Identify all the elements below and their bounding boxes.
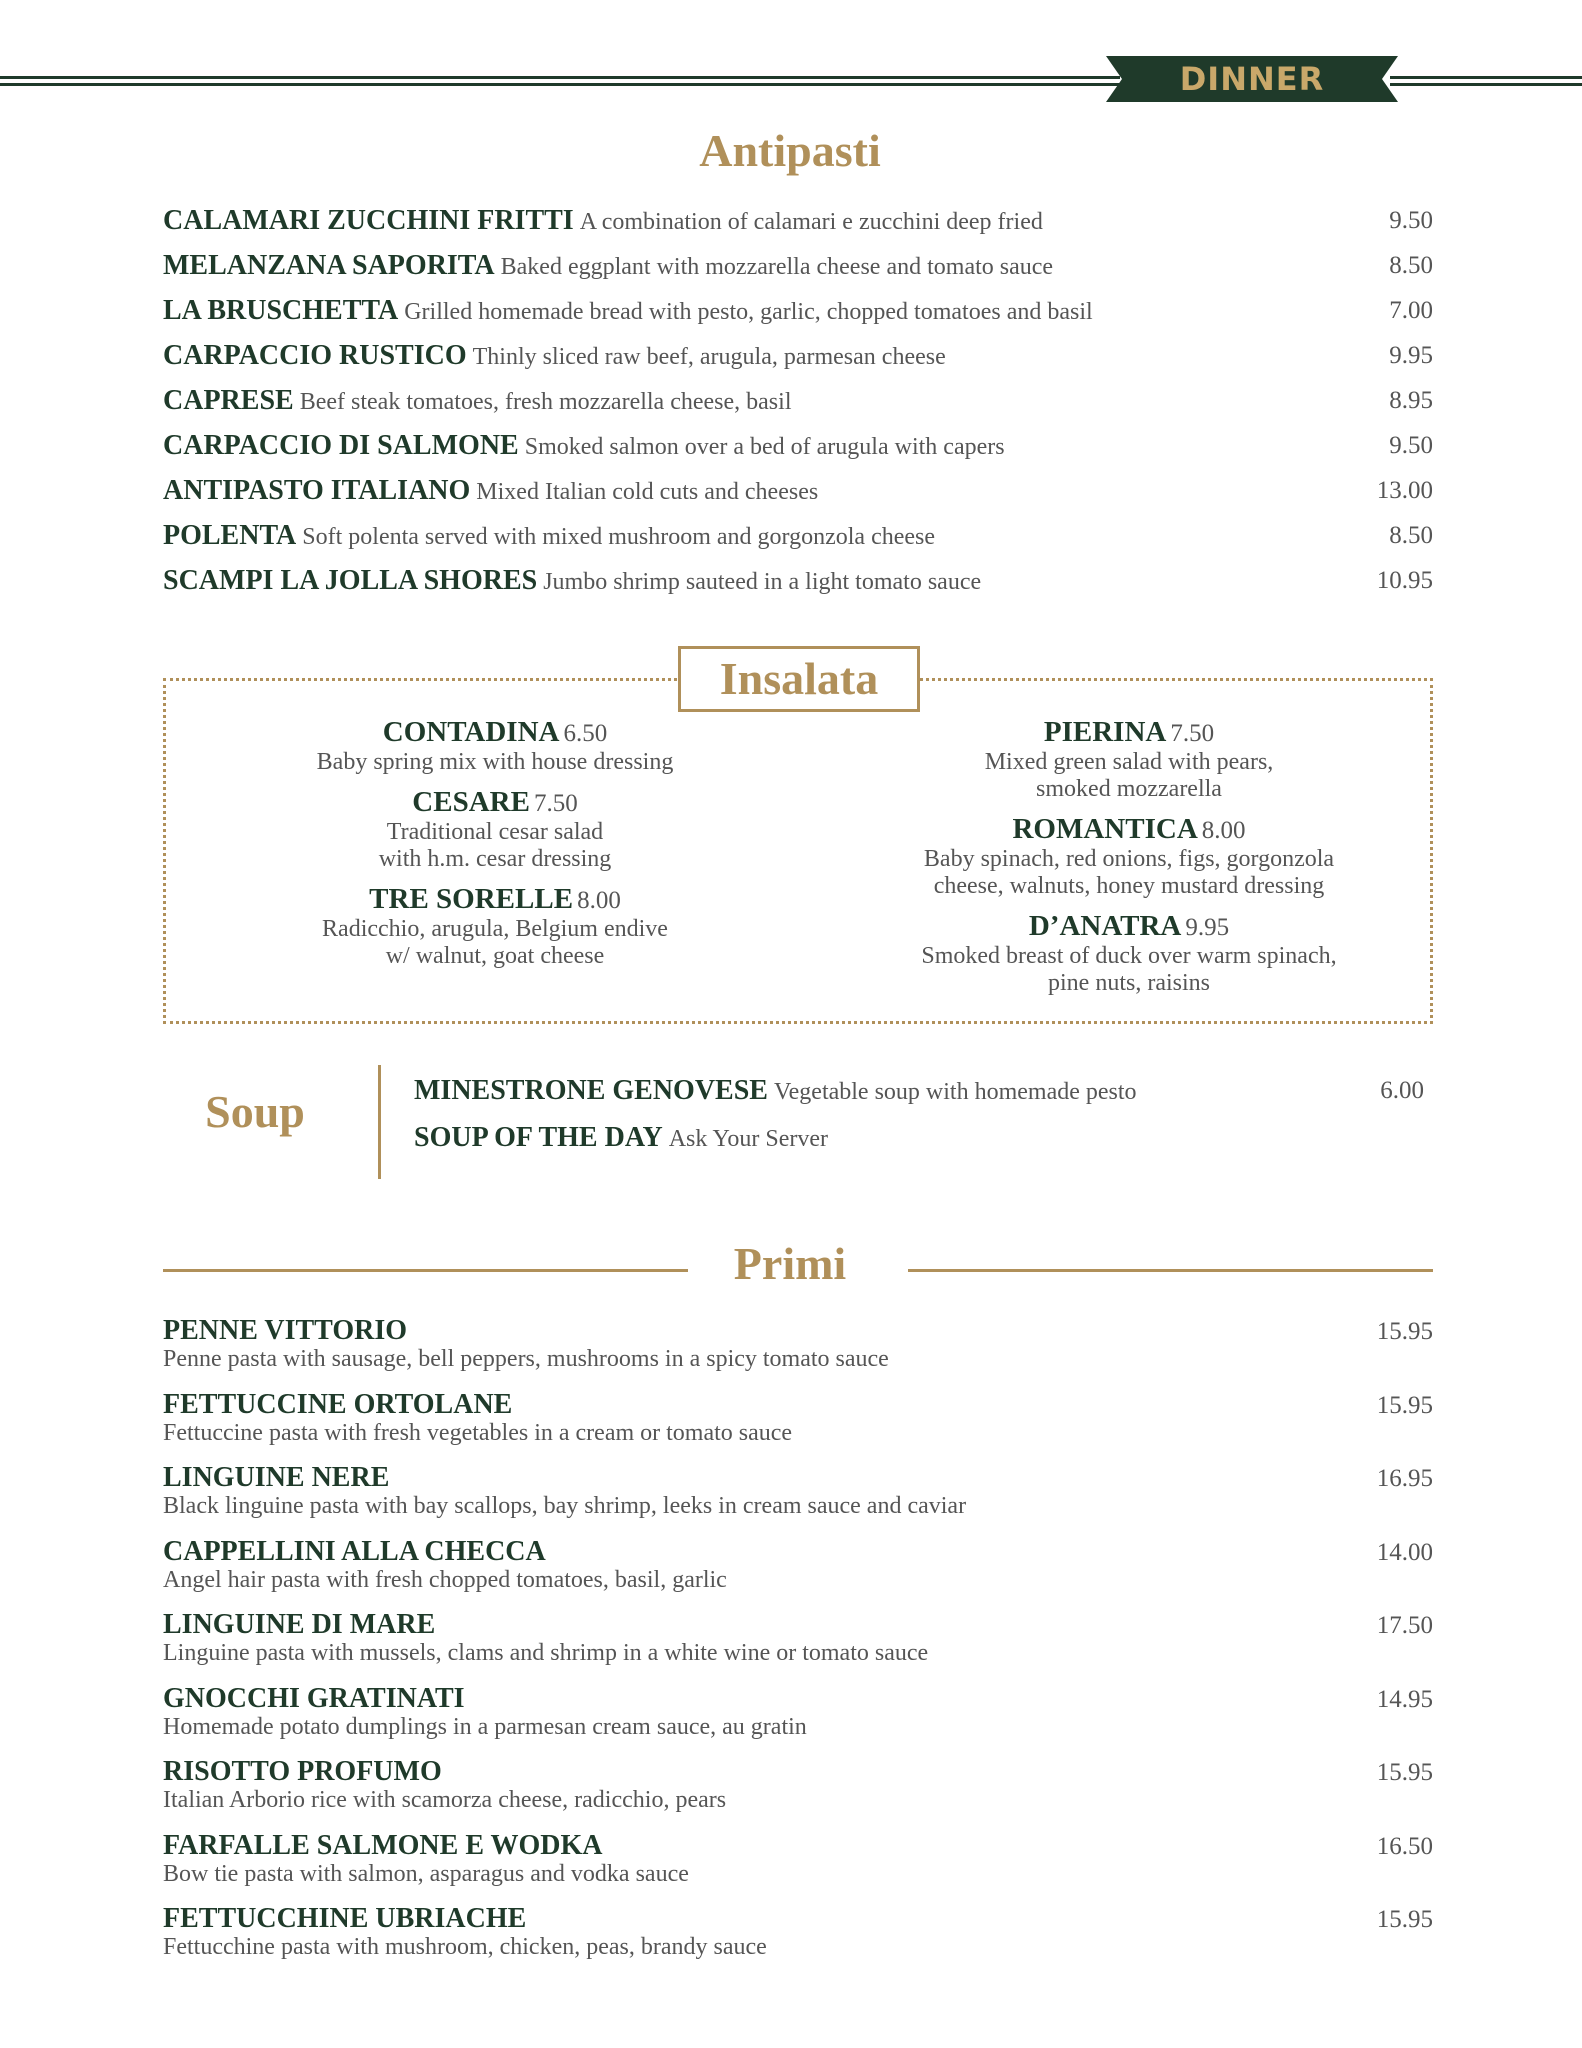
item-name: FARFALLE SALMONE E WODKA	[163, 1829, 603, 1861]
salad-price: 8.00	[1201, 817, 1246, 844]
salad-item	[849, 813, 1409, 900]
salad-description-line: Baby spinach, red onions, figs, gorgonzola	[923, 846, 1335, 872]
item-price: 9.50	[1389, 432, 1433, 459]
salad-description-line: Radicchio, arugula, Belgium endive	[322, 916, 668, 942]
menu-item	[163, 1684, 1433, 1758]
item-description: Black linguine pasta with bay scallops, bay shrimp, leeks in cream sauce and caviar	[163, 1493, 967, 1519]
insalata-left-column	[215, 716, 775, 980]
item-price: 9.50	[1389, 207, 1433, 234]
salad-name: TRE SORELLE	[369, 883, 574, 915]
menu-item	[414, 1122, 1424, 1169]
primi-list	[163, 1316, 1433, 1978]
item-description: Penne pasta with sausage, bell peppers, mushrooms in a spicy tomato sauce	[163, 1346, 889, 1372]
salad-name: CONTADINA	[382, 716, 560, 748]
salad-item	[215, 883, 775, 970]
salad-description-line: Mixed green salad with pears,	[984, 749, 1274, 775]
menu-item	[163, 1537, 1433, 1611]
item-name: LINGUINE DI MARE	[163, 1609, 436, 1640]
insalata-title-box	[678, 646, 920, 712]
item-price: 14.00	[1376, 1538, 1433, 1566]
menu-item	[163, 385, 1433, 430]
salad-heading	[849, 910, 1409, 943]
item-description: Fettucchine pasta with mushroom, chicken, peas, brandy sauce	[163, 1934, 767, 1960]
salad-name: D’ANATRA	[1028, 910, 1182, 942]
item-price: 8.50	[1389, 252, 1433, 279]
item-name: CALAMARI ZUCCHINI FRITTI	[163, 205, 574, 236]
menu-item	[163, 1390, 1433, 1464]
item-price: 15.95	[1376, 1906, 1433, 1933]
salad-price: 9.95	[1185, 914, 1230, 941]
item-description: Jumbo shrimp sauteed in a light tomato sauce	[543, 569, 982, 595]
item-name: ANTIPASTO ITALIANO	[163, 475, 471, 506]
item-name: CAPPELLINI ALLA CHECCA	[163, 1535, 546, 1567]
salad-description-line: with h.m. cesar dressing	[378, 846, 612, 872]
menu-item	[414, 1075, 1424, 1122]
dinner-banner	[1106, 56, 1398, 102]
salad-name: PIERINA	[1043, 716, 1167, 748]
menu-item	[163, 1610, 1433, 1684]
item-description: Fettuccine pasta with fresh vegetables in a cream or tomato sauce	[163, 1419, 793, 1446]
salad-description-line: smoked mozzarella	[1036, 776, 1222, 802]
item-description: Vegetable soup with homemade pesto	[773, 1079, 1137, 1105]
item-name: CARPACCIO DI SALMONE	[163, 430, 519, 461]
item-description: Beef steak tomatoes, fresh mozzarella cheese, basil	[299, 389, 792, 415]
item-description: Soft polenta served with mixed mushroom and gorgonzola cheese	[302, 524, 936, 550]
salad-heading	[849, 716, 1409, 749]
salad-heading	[215, 786, 775, 819]
item-name: SCAMPI LA JOLLA SHORES	[163, 565, 538, 596]
salad-description-line: cheese, walnuts, honey mustard dressing	[933, 873, 1325, 899]
item-name: FETTUCCINE ORTOLANE	[163, 1388, 513, 1420]
primi-rule-left	[163, 1269, 688, 1272]
salad-name: ROMANTICA	[1012, 813, 1198, 845]
salad-heading	[215, 716, 775, 749]
item-description: Mixed Italian cold cuts and cheeses	[476, 479, 819, 505]
item-name: GNOCCHI GRATINATI	[163, 1682, 465, 1714]
item-description: Homemade potato dumplings in a parmesan cream sauce, au gratin	[163, 1713, 807, 1740]
soup-divider	[378, 1065, 381, 1179]
item-description: Grilled homemade bread with pesto, garlic, chopped tomatoes and basil	[404, 299, 1093, 325]
insalata-title: Insalata	[719, 653, 879, 704]
item-name: CARPACCIO RUSTICO	[163, 340, 467, 371]
item-name: RISOTTO PROFUMO	[163, 1756, 442, 1787]
item-price: 8.95	[1389, 387, 1433, 414]
item-description: Bow tie pasta with salmon, asparagus and vodka sauce	[163, 1860, 689, 1887]
item-price: 10.95	[1376, 567, 1433, 594]
item-description: Thinly sliced raw beef, arugula, parmesan cheese	[472, 344, 946, 370]
item-name: POLENTA	[163, 520, 297, 551]
item-price: 16.95	[1376, 1465, 1433, 1492]
antipasti-title: Antipasti	[699, 125, 881, 176]
menu-item	[163, 1757, 1433, 1831]
salad-name: CESARE	[412, 786, 530, 818]
item-name: LINGUINE NERE	[163, 1462, 390, 1493]
soup-list	[414, 1075, 1424, 1169]
menu-item	[163, 340, 1433, 385]
menu-item	[163, 295, 1433, 340]
salad-item	[215, 716, 775, 776]
item-name: CAPRESE	[163, 385, 294, 416]
salad-description-line: Baby spring mix with house dressing	[316, 749, 674, 775]
salad-item	[215, 786, 775, 873]
salad-price: 7.50	[1170, 720, 1215, 747]
salad-price: 8.00	[577, 887, 621, 914]
item-description: A combination of calamari e zucchini deep fried	[579, 209, 1043, 235]
salad-description-line: Traditional cesar salad	[386, 819, 604, 845]
item-description: Baked eggplant with mozzarella cheese and tomato sauce	[500, 254, 1054, 280]
top-double-rule-right	[1390, 76, 1582, 88]
item-price: 13.00	[1376, 477, 1433, 504]
item-price: 15.95	[1376, 1391, 1433, 1419]
salad-price: 7.50	[533, 790, 578, 817]
menu-item	[163, 565, 1433, 610]
item-price: 14.95	[1376, 1685, 1433, 1713]
item-name: SOUP OF THE DAY	[414, 1122, 663, 1153]
item-description: Italian Arborio rice with scamorza cheese, radicchio, pears	[163, 1787, 727, 1813]
item-name: LA BRUSCHETTA	[163, 295, 399, 326]
item-description: Linguine pasta with mussels, clams and shrimp in a white wine or tomato sauce	[163, 1640, 929, 1666]
banner-label: DINNER	[1179, 60, 1325, 98]
salad-description-line: Smoked breast of duck over warm spinach,	[921, 943, 1337, 969]
item-price: 17.50	[1376, 1612, 1433, 1639]
soup-title: Soup	[205, 1086, 305, 1137]
salad-item	[849, 716, 1409, 803]
menu-item	[163, 1831, 1433, 1905]
menu-item	[163, 250, 1433, 295]
item-name: MINESTRONE GENOVESE	[414, 1075, 768, 1106]
antipasti-list	[163, 205, 1433, 610]
item-price: 9.95	[1389, 342, 1433, 369]
menu-item	[163, 430, 1433, 475]
menu-item	[163, 205, 1433, 250]
item-name: PENNE VITTORIO	[163, 1315, 408, 1346]
item-price: 8.50	[1389, 522, 1433, 549]
item-description: Smoked salmon over a bed of arugula with capers	[524, 434, 1005, 460]
salad-item	[849, 910, 1409, 997]
salad-description-line: pine nuts, raisins	[1048, 970, 1210, 996]
item-price: 16.50	[1376, 1832, 1433, 1860]
menu-item	[163, 1463, 1433, 1537]
item-price: 15.95	[1376, 1318, 1433, 1345]
menu-item	[163, 475, 1433, 520]
menu-item	[163, 1316, 1433, 1390]
item-description: Angel hair pasta with fresh chopped tomatoes, basil, garlic	[163, 1566, 727, 1593]
top-double-rule-left	[0, 76, 1120, 88]
item-price: 7.00	[1389, 297, 1433, 324]
salad-heading	[849, 813, 1409, 846]
item-name: MELANZANA SAPORITA	[163, 250, 495, 281]
menu-item	[163, 520, 1433, 565]
salad-price: 6.50	[563, 720, 608, 747]
insalata-right-column	[849, 716, 1409, 1007]
menu-item	[163, 1904, 1433, 1978]
primi-title: Primi	[733, 1238, 847, 1289]
item-name: FETTUCCHINE UBRIACHE	[163, 1903, 527, 1934]
item-price: 15.95	[1376, 1759, 1433, 1786]
item-price: 6.00	[1380, 1077, 1424, 1104]
primi-rule-right	[908, 1269, 1433, 1272]
salad-heading	[215, 883, 775, 916]
salad-description-line: w/ walnut, goat cheese	[385, 943, 605, 969]
item-description: Ask Your Server	[668, 1126, 829, 1152]
